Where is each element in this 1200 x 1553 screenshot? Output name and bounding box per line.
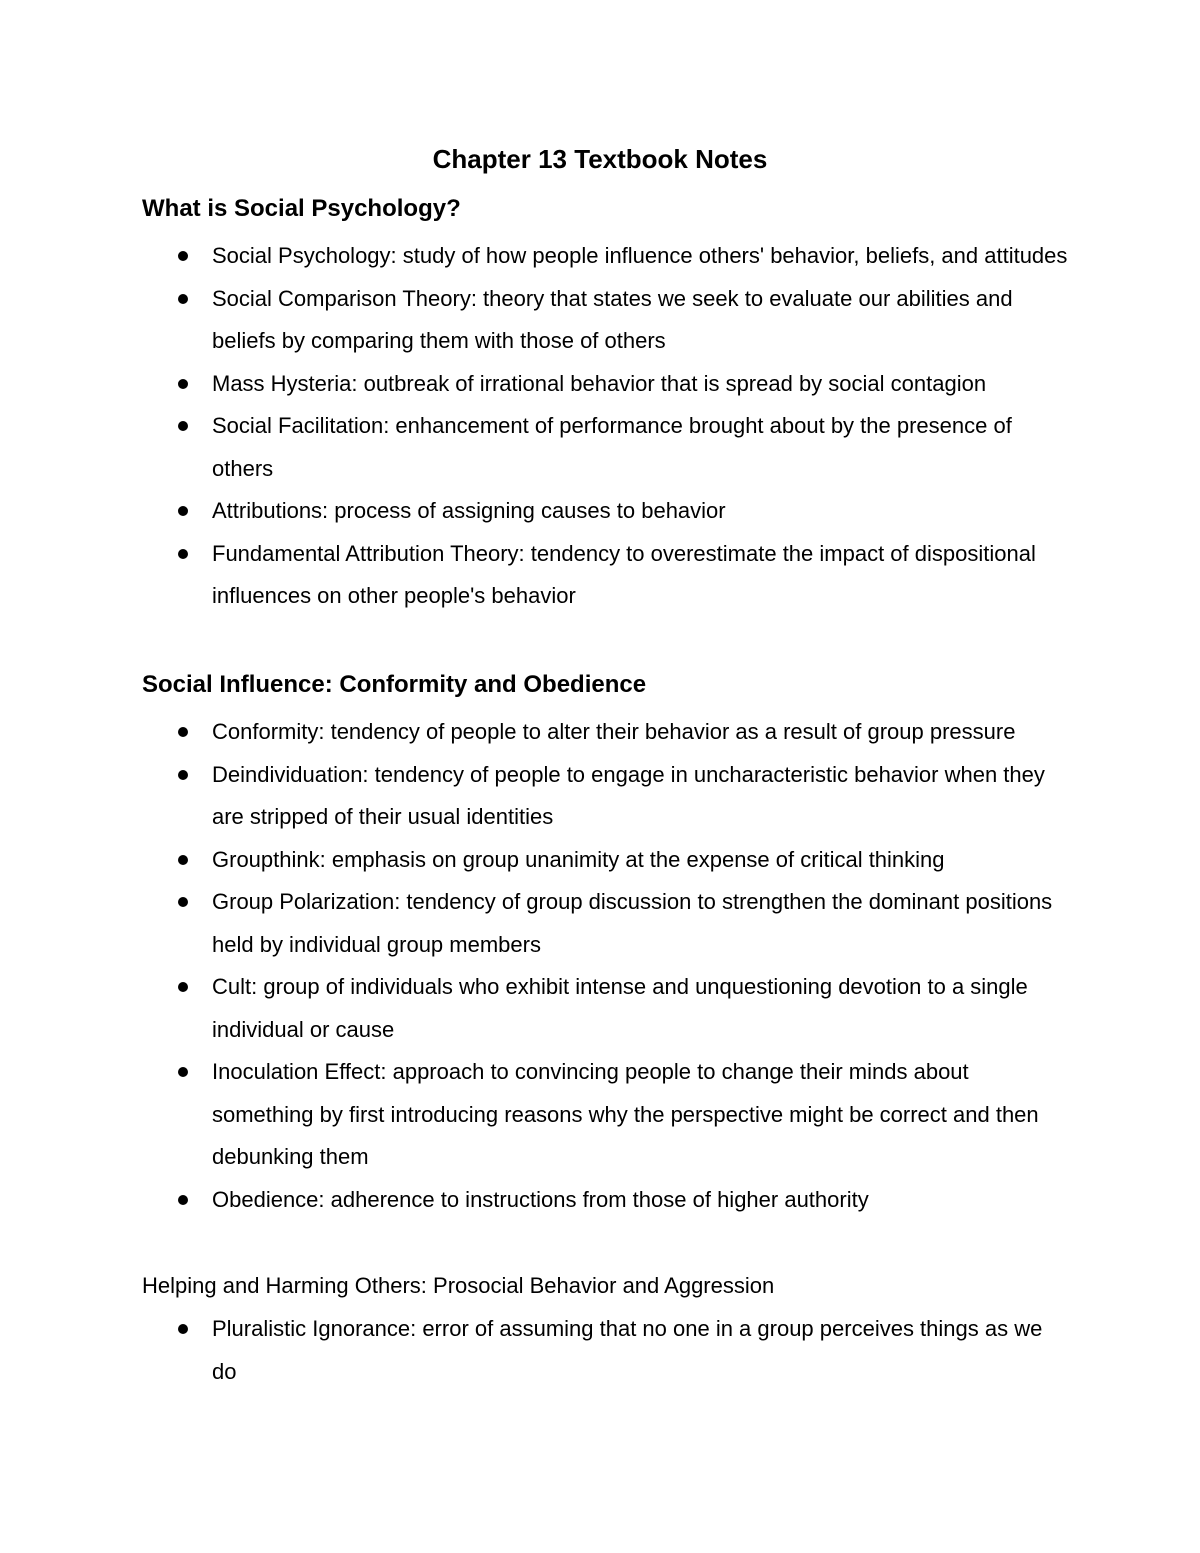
bullet-icon [178, 506, 188, 516]
bullet-icon [178, 982, 188, 992]
bullet-icon [178, 421, 188, 431]
list-item [0, 711, 1072, 754]
list-item [0, 1051, 1072, 1179]
bullet-icon [178, 294, 188, 304]
list-item-text: Group Polarization: tendency of group discussion to strengthen the dominant positions held by individual group members [212, 889, 1053, 957]
bullet-icon [178, 897, 188, 907]
bullet-icon [178, 770, 188, 780]
bullet-icon [178, 379, 188, 389]
list-item [0, 966, 1072, 1051]
bullet-icon [178, 1195, 188, 1205]
bullet-icon [178, 1067, 188, 1077]
list-item [0, 490, 1072, 533]
list-item-text: Deindividuation: tendency of people to engage in uncharacteristic behavior when they are stripped of their usual identities [212, 761, 1045, 829]
section-heading-social-influence: Social Influence: Conformity and Obedience [142, 671, 647, 698]
list-item-text: Fundamental Attribution Theory: tendency to overestimate the impact of dispositional influences on other people's behavior [212, 540, 1036, 608]
list-item-text: Social Psychology: study of how people influence others' behavior, beliefs, and attitudes [212, 243, 1068, 268]
list-item-text: Cult: group of individuals who exhibit intense and unquestioning devotion to a single individual or cause [212, 974, 1028, 1042]
bullet-icon [178, 1324, 188, 1334]
list-item-text: Conformity: tendency of people to alter their behavior as a result of group pressure [212, 719, 1016, 744]
list-item [0, 405, 1072, 490]
list-item [0, 235, 1072, 278]
list-item [0, 1179, 1072, 1222]
list-item [0, 1308, 1072, 1393]
list-item [0, 533, 1072, 618]
list-item [0, 839, 1072, 882]
list-item-text: Pluralistic Ignorance: error of assuming that no one in a group perceives things as we do [212, 1316, 1043, 1384]
bullet-icon [178, 549, 188, 559]
list-item-text: Groupthink: emphasis on group unanimity at the expense of critical thinking [212, 846, 945, 872]
list-item [0, 363, 1072, 406]
bullet-list-social-psychology [0, 235, 1200, 618]
list-item-text: Mass Hysteria: outbreak of irrational behavior that is spread by social contagion [212, 370, 987, 396]
list-item-text: Obedience: adherence to instructions from those of higher authority [212, 1186, 869, 1212]
bullet-list-social-influence [0, 711, 1200, 1221]
list-item-text: Social Facilitation: enhancement of performance brought about by the presence of others [212, 413, 1012, 481]
section-heading-helping-and-harming: Helping and Harming Others: Prosocial Behavior and Aggression [142, 1273, 775, 1298]
list-item [0, 754, 1072, 839]
list-item-text: Social Comparison Theory: theory that states we seek to evaluate our abilities and beliefs by comparing them with those of others [212, 285, 1013, 353]
bullet-icon [178, 855, 188, 865]
list-item-text: Attributions: process of assigning causes to behavior [212, 498, 726, 523]
bullet-list-helping-and-harming [0, 1308, 1200, 1393]
bullet-icon [178, 251, 188, 261]
section-heading-what-is-social-psychology: What is Social Psychology? [142, 195, 461, 222]
list-item-text: Inoculation Effect: approach to convincing people to change their minds about something by first introducing reasons why the perspective might be correct and then debunking them [212, 1059, 1039, 1169]
bullet-icon [178, 727, 188, 737]
document-title: Chapter 13 Textbook Notes [432, 144, 768, 174]
list-item [0, 881, 1072, 966]
list-item [0, 278, 1072, 363]
